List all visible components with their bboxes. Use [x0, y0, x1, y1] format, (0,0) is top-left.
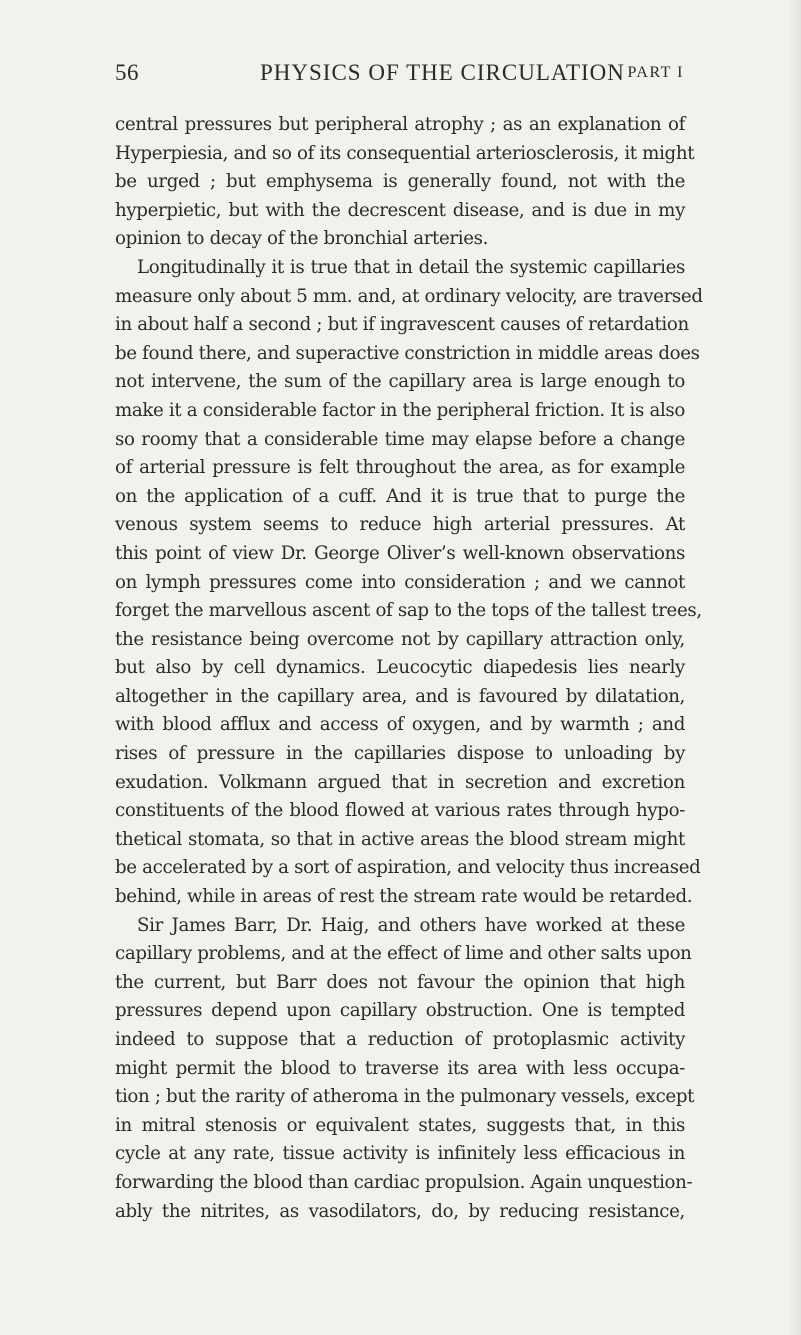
- text-line: constituents of the blood flowed at various rates through hypo-: [115, 800, 685, 822]
- text-line: ably the nitrites, as vasodilators, do, by reducing resistance,: [115, 1200, 685, 1222]
- text-line: in about half a second ; but if ingravescent causes of retardation: [115, 314, 689, 336]
- text-line: be found there, and superactive constriction in middle areas does: [115, 342, 700, 364]
- text-line: not intervene, the sum of the capillary area is large enough to: [115, 371, 685, 393]
- text-line: hyperpietic, but with the decrescent disease, and is due in my: [115, 199, 685, 221]
- text-line: might permit the blood to traverse its area with less occupa-: [115, 1057, 685, 1079]
- text-line: make it a considerable factor in the peripheral friction. It is also: [115, 399, 685, 421]
- body-text: [115, 111, 703, 1226]
- text-line: Sir James Barr, Dr. Haig, and others have worked at these: [137, 914, 685, 936]
- text-line: this point of view Dr. George Oliver’s well-known observations: [115, 542, 685, 564]
- text-line: the resistance being overcome not by capillary attraction only,: [115, 628, 685, 650]
- text-line: with blood afflux and access of oxygen, and by warmth ; and: [115, 714, 685, 736]
- page-header: [115, 60, 683, 90]
- text-line: be accelerated by a sort of aspiration, and velocity thus increased: [115, 857, 701, 879]
- text-line: measure only about 5 mm. and, at ordinary velocity, are traversed: [115, 285, 703, 307]
- text-line: be urged ; but emphysema is generally found, not with the: [115, 171, 685, 193]
- text-line: venous system seems to reduce high arterial pressures. At: [115, 514, 685, 536]
- running-title: PHYSICS OF THE CIRCULATION: [260, 60, 625, 85]
- text-line: Longitudinally it is true that in detail the systemic capillaries: [137, 256, 685, 278]
- text-line: on the application of a cuff. And it is true that to purge the: [115, 485, 685, 507]
- text-line: central pressures but peripheral atrophy ; as an explanation of: [115, 114, 685, 135]
- text-line: Hyperpiesia, and so of its consequential arteriosclerosis, it might: [115, 142, 695, 164]
- text-line: so roomy that a considerable time may elapse before a change: [115, 428, 685, 450]
- text-line: forget the marvellous ascent of sap to the tops of the tallest trees,: [115, 600, 702, 622]
- text-line: the current, but Barr does not favour the opinion that high: [115, 971, 685, 993]
- text-line: of arterial pressure is felt throughout the area, as for example: [115, 457, 685, 479]
- text-line: thetical stomata, so that in active areas the blood stream might: [115, 828, 685, 850]
- text-line: on lymph pressures come into consideration ; and we cannot: [115, 571, 685, 593]
- text-line: but also by cell dynamics. Leucocytic diapedesis lies nearly: [115, 657, 685, 679]
- text-line: tion ; but the rarity of atheroma in the pulmonary vessels, except: [115, 1086, 695, 1108]
- text-line: pressures depend upon capillary obstruction. One is tempted: [115, 1000, 685, 1022]
- text-line: exudation. Volkmann argued that in secretion and excretion: [115, 771, 685, 793]
- text-line: indeed to suppose that a reduction of protoplasmic activity: [115, 1029, 685, 1050]
- text-line: forwarding the blood than cardiac propulsion. Again unquestion-: [115, 1171, 693, 1193]
- page-edge-shadow: [789, 0, 801, 1335]
- text-line: rises of pressure in the capillaries dispose to unloading by: [115, 743, 685, 765]
- text-line: cycle at any rate, tissue activity is infinitely less efficacious in: [115, 1143, 685, 1165]
- text-line: in mitral stenosis or equivalent states, suggests that, in this: [115, 1114, 685, 1136]
- text-line: opinion to decay of the bronchial arteries.: [115, 228, 489, 250]
- page-number: 56: [115, 60, 139, 85]
- text-line: behind, while in areas of rest the stream rate would be retarded.: [115, 886, 693, 908]
- text-line: capillary problems, and at the effect of lime and other salts upon: [115, 943, 692, 965]
- text-line: altogether in the capillary area, and is favoured by dilatation,: [115, 685, 685, 707]
- part-label: PART I: [627, 64, 684, 81]
